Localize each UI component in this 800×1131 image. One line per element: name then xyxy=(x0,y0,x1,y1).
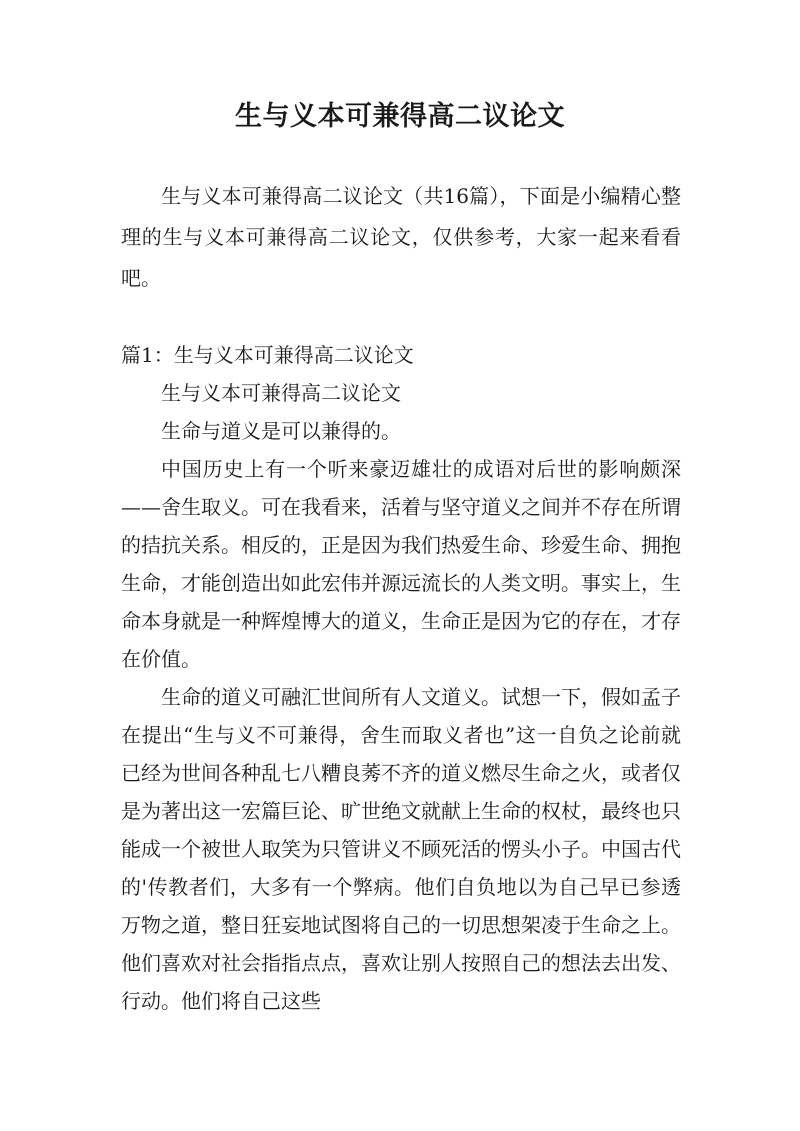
body-paragraph: 生命的道义可融汇世间所有人文道义。试想一下，假如孟子在提出“生与义不可兼得，舍生而取义者也”这一自负之论前就已经为世间各种乱七八糟良莠不齐的道义燃尽生命之火，或者仅是为著出这一宏篇巨论、旷世绝文就献上生命的权杖，最终也只能成一个被世人取笑为只管讲义不顾死活的愣头小子。中国古代的'传教者们，大多有一个弊病。他们自负地以为自己早已参透万物之道，整日狂妄地试图将自己的一切思想架凌于生命之上。他们喜欢对社会指指点点，喜欢让别人按照自己的想法去出发、行动。他们将自己这些 xyxy=(121,685,681,1013)
body-paragraph: 中国历史上有一个听来豪迈雄壮的成语对后世的影响颇深——舍生取义。可在我看来，活着与坚守道义之间并不存在所谓的拮抗关系。相反的，正是因为我们热爱生命、珍爱生命、拥抱生命，才能创造出如此宏伟并源远流长的人类文明。事实上，生命本身就是一种辉煌博大的道义，生命正是因为它的存在，才存在价值。 xyxy=(121,457,681,671)
section-subtitle: 生与义本可兼得高二议论文 xyxy=(161,381,401,405)
chapter-heading: 篇1：生与义本可兼得高二议论文 xyxy=(121,343,414,367)
intro-paragraph: 生与义本可兼得高二议论文（共16篇），下面是小编精心整理的生与义本可兼得高二议论文，仅供参考，大家一起来看看吧。 xyxy=(121,184,681,290)
thesis-line: 生命与道义是可以兼得的。 xyxy=(161,419,401,443)
document-title: 生与义本可兼得高二议论文 xyxy=(235,101,565,132)
document-body xyxy=(121,336,681,1020)
